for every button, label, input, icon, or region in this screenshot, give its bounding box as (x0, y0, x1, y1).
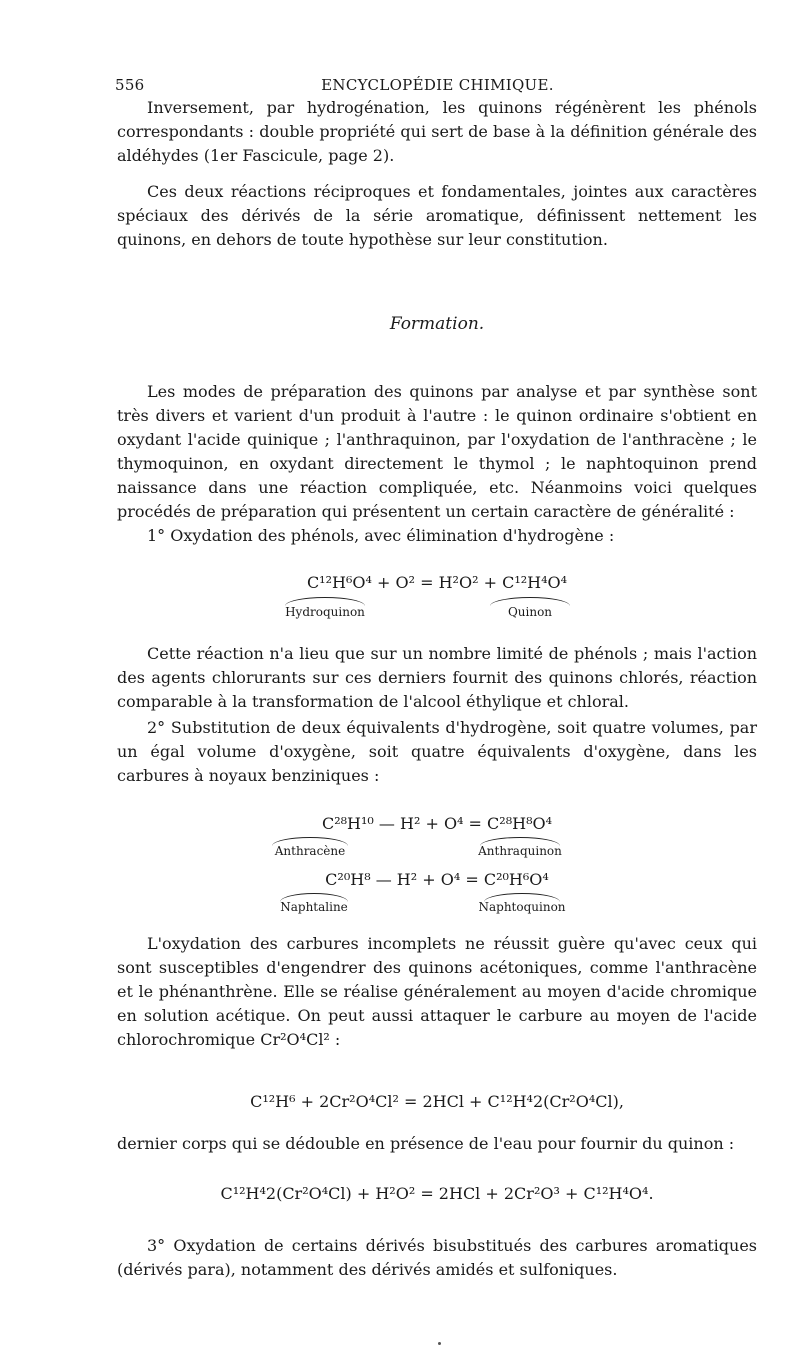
paragraph-decomposition: dernier corps qui se dédouble en présence de l'eau pour fournir du quinon : (117, 1134, 735, 1153)
label-hydroquinon: Hydroquinon (285, 605, 365, 619)
equation-anthracene: C²⁸H¹⁰ — H² + O⁴ = C²⁸H⁸O⁴ (321, 814, 553, 833)
paragraph-substitution: 2° Substitution de deux équivalents d'hydrogène, soit quatre volumes, par un égal volume d'oxygène, soit quatre équivalents d'oxygène, dans les carbures à noyaux benziniques : (117, 718, 757, 785)
label-naphtoquinon: Naphtoquinon (478, 900, 566, 914)
running-title: ENCYCLOPÉDIE CHIMIQUE. (321, 76, 554, 94)
paragraph-chlorination: Cette réaction n'a lieu que sur un nombre limité de phénols ; mais l'action des agents chlorurants sur ces derniers fournit des quinons chlorés, réaction comparable à la transformation de l'alcool éthylique et chloral. (117, 644, 757, 711)
paragraph-bisubstituted: 3° Oxydation de certains dérivés bisubstitués des carbures aromatiques (dérivés para), notamment des dérivés amidés et sulfoniques. (117, 1236, 757, 1279)
section-title: Formation. (389, 314, 485, 334)
equation-hydroquinon: C¹²H⁶O⁴ + O² = H²O² + C¹²H⁴O⁴ (306, 573, 568, 592)
paragraph-oxidation-phenols: 1° Oxydation des phénols, avec élimination d'hydrogène : (147, 526, 615, 545)
paragraph-preparation-modes: Les modes de préparation des quinons par analyse et par synthèse sont très divers et varient d'un produit à l'autre : le quinon ordinaire s'obtient en oxydant l'acide quinique ; l'anthraquinon, par l'oxydation de l'anthracène ; le thymoquinon, en oxydant directement le thymol ; le naphtoquinon prend naissance dans une réaction compliquée, etc. Néanmoins voici quelques procédés de préparation qui présentent un certain caractère de généralité : (117, 382, 757, 521)
paragraph-incomplete-carbures: L'oxydation des carbures incomplets ne réussit guère qu'avec ceux qui sont susceptibles d'engendrer des quinons acétoniques, comme l'anthracène et le phénanthrène. Elle se réalise généralement au moyen d'acide chromique en solution acétique. On peut aussi attaquer le carbure au moyen de l'acide chlorochromique Cr²O⁴Cl² : (117, 934, 757, 1049)
equation-naphtaline: C²⁰H⁸ — H² + O⁴ = C²⁰H⁶O⁴ (325, 870, 549, 889)
paragraph-hydrogenation: Inversement, par hydrogénation, les quinons régénèrent les phénols correspondants : double propriété qui sert de base à la définition générale des aldéhydes (1er Fascicule, page 2). (117, 98, 757, 165)
label-naphtaline: Naphtaline (280, 900, 348, 914)
label-anthracene: Anthracène (274, 844, 346, 858)
page-number: 556 (115, 76, 145, 94)
equation-quinon-release: C¹²H⁴2(Cr²O⁴Cl) + H²O² = 2HCl + 2Cr²O³ + C¹²H⁴O⁴. (220, 1184, 654, 1203)
label-quinon: Quinon (507, 605, 553, 619)
label-anthraquinon: Anthraquinon (478, 844, 562, 858)
paragraph-reciprocal-reactions: Ces deux réactions réciproques et fondamentales, jointes aux caractères spéciaux des dérivés de la série aromatique, définissent nettement les quinons, en dehors de toute hypothèse sur leur constitution. (117, 182, 757, 249)
equation-chlorochromic: C¹²H⁶ + 2Cr²O⁴Cl² = 2HCl + C¹²H⁴2(Cr²O⁴Cl), (250, 1092, 624, 1111)
printer-mark (438, 1342, 441, 1345)
page-header (115, 76, 760, 98)
